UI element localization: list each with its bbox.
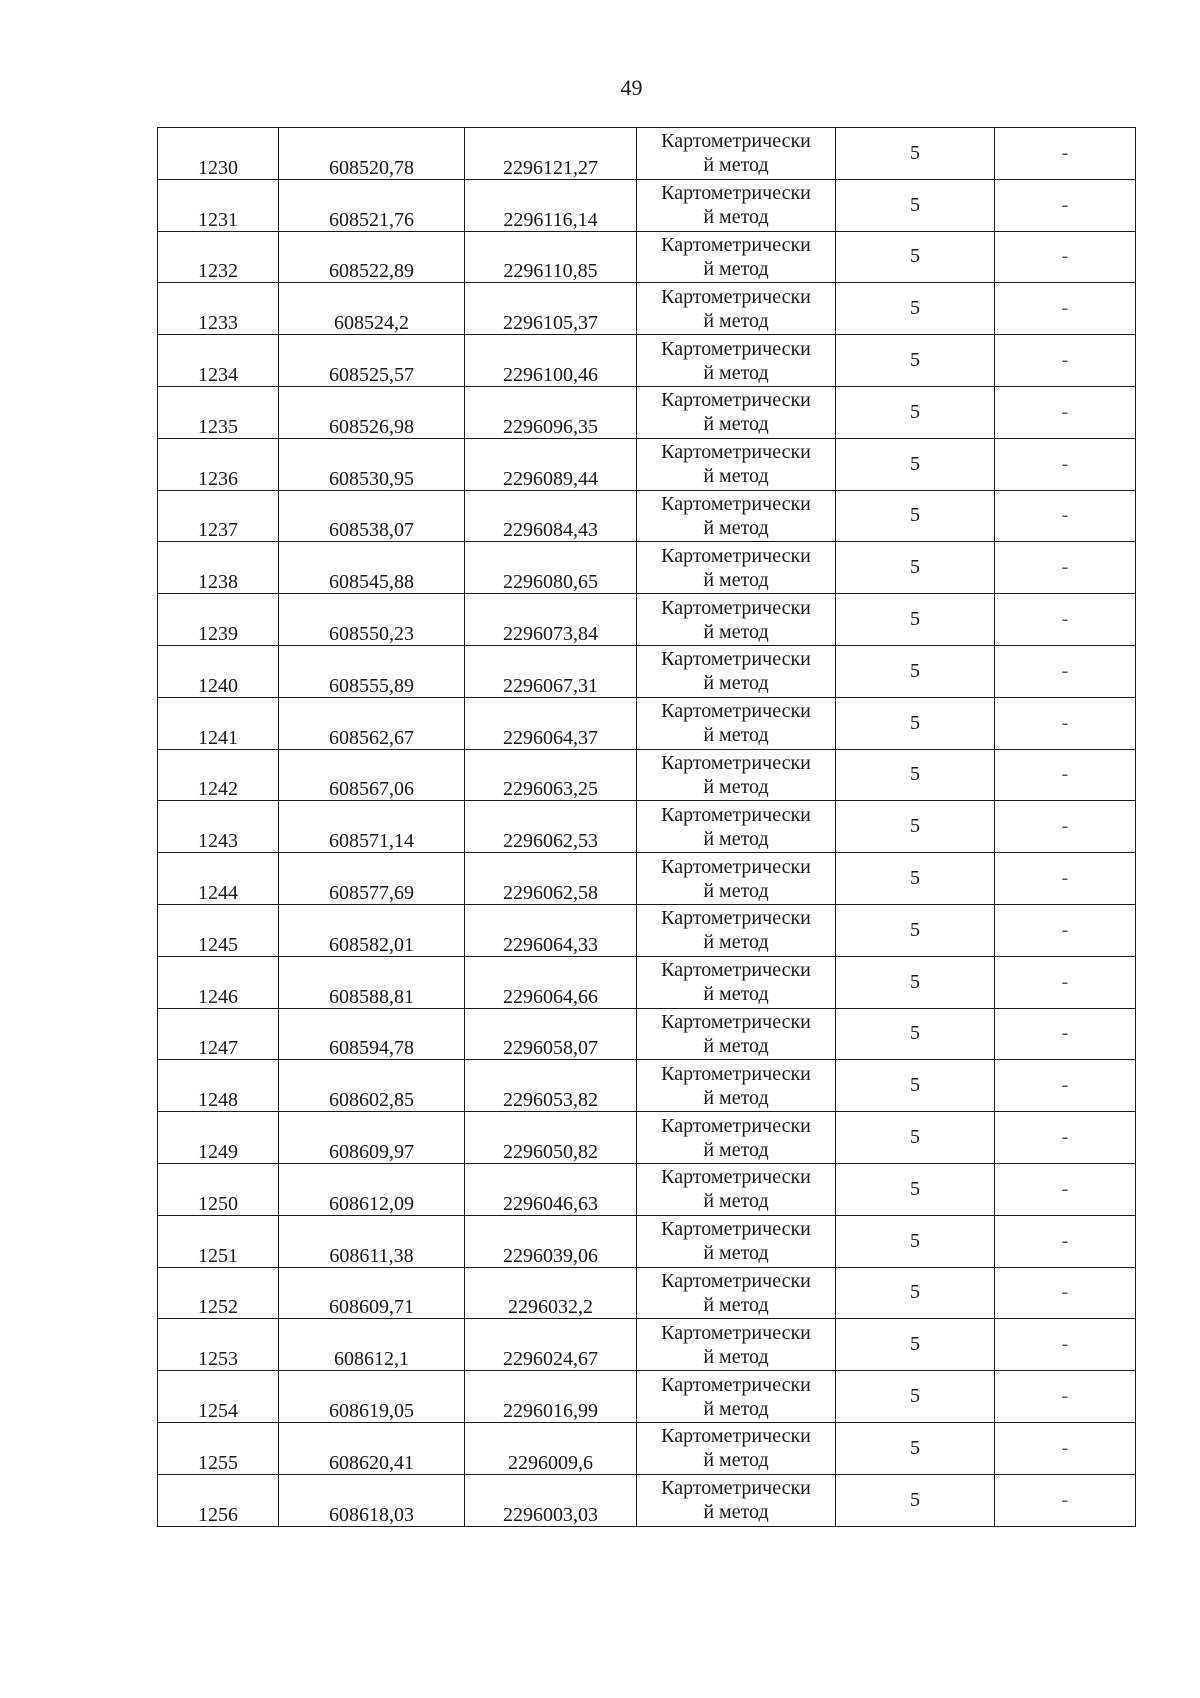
method-line-2: й метод bbox=[703, 257, 769, 280]
method-line-1: Картометрически bbox=[661, 700, 811, 723]
x-coordinate-cell: 608609,97 bbox=[279, 1112, 465, 1164]
method-line-1: Картометрически bbox=[661, 1321, 811, 1344]
note-cell: - bbox=[995, 904, 1136, 956]
table-row bbox=[158, 594, 1136, 646]
method-line-1: Картометрически bbox=[661, 1425, 811, 1448]
table-row bbox=[158, 1112, 1136, 1164]
note-cell: - bbox=[995, 438, 1136, 490]
y-coordinate-cell: 2296046,63 bbox=[465, 1163, 637, 1215]
y-coordinate-cell: 2296009,6 bbox=[465, 1422, 637, 1474]
y-coordinate-cell: 2296024,67 bbox=[465, 1319, 637, 1371]
method-cell bbox=[637, 801, 836, 853]
y-coordinate-cell: 2296110,85 bbox=[465, 231, 637, 283]
method-line-2: й метод bbox=[703, 309, 769, 332]
x-coordinate-cell: 608612,09 bbox=[279, 1163, 465, 1215]
method-line-1: Картометрически bbox=[661, 1218, 811, 1241]
accuracy-cell: 5 bbox=[836, 594, 995, 646]
table-row bbox=[158, 490, 1136, 542]
method-line-2: й метод bbox=[703, 1397, 769, 1420]
point-id-cell: 1250 bbox=[158, 1163, 279, 1215]
method-cell bbox=[637, 749, 836, 801]
note-cell: - bbox=[995, 542, 1136, 594]
method-line-2: й метод bbox=[703, 413, 769, 436]
accuracy-cell: 5 bbox=[836, 1112, 995, 1164]
y-coordinate-cell: 2296105,37 bbox=[465, 283, 637, 335]
point-id-cell: 1249 bbox=[158, 1112, 279, 1164]
note-cell: - bbox=[995, 1060, 1136, 1112]
method-cell bbox=[637, 1422, 836, 1474]
method-cell bbox=[637, 853, 836, 905]
method-line-2: й метод bbox=[703, 879, 769, 902]
method-line-1: Картометрически bbox=[661, 130, 811, 153]
method-cell bbox=[637, 542, 836, 594]
point-id-cell: 1240 bbox=[158, 645, 279, 697]
y-coordinate-cell: 2296064,37 bbox=[465, 697, 637, 749]
x-coordinate-cell: 608521,76 bbox=[279, 179, 465, 231]
y-coordinate-cell: 2296084,43 bbox=[465, 490, 637, 542]
x-coordinate-cell: 608619,05 bbox=[279, 1371, 465, 1423]
method-line-1: Картометрически bbox=[661, 182, 811, 205]
method-line-2: й метод bbox=[703, 1086, 769, 1109]
method-line-1: Картометрически bbox=[661, 1166, 811, 1189]
note-cell: - bbox=[995, 231, 1136, 283]
note-cell: - bbox=[995, 335, 1136, 387]
method-line-2: й метод bbox=[703, 620, 769, 643]
table-row bbox=[158, 1163, 1136, 1215]
accuracy-cell: 5 bbox=[836, 283, 995, 335]
method-line-1: Картометрически bbox=[661, 233, 811, 256]
point-id-cell: 1243 bbox=[158, 801, 279, 853]
method-line-1: Картометрически bbox=[661, 389, 811, 412]
table-row bbox=[158, 335, 1136, 387]
note-cell: - bbox=[995, 645, 1136, 697]
table-row bbox=[158, 1319, 1136, 1371]
method-line-2: й метод bbox=[703, 516, 769, 539]
table-row bbox=[158, 1215, 1136, 1267]
method-line-1: Картометрически bbox=[661, 492, 811, 515]
method-line-2: й метод bbox=[703, 775, 769, 798]
note-cell: - bbox=[995, 749, 1136, 801]
point-id-cell: 1234 bbox=[158, 335, 279, 387]
method-cell bbox=[637, 956, 836, 1008]
accuracy-cell: 5 bbox=[836, 697, 995, 749]
point-id-cell: 1256 bbox=[158, 1474, 279, 1526]
x-coordinate-cell: 608609,71 bbox=[279, 1267, 465, 1319]
y-coordinate-cell: 2296089,44 bbox=[465, 438, 637, 490]
table-row bbox=[158, 386, 1136, 438]
note-cell: - bbox=[995, 1319, 1136, 1371]
accuracy-cell: 5 bbox=[836, 490, 995, 542]
y-coordinate-cell: 2296063,25 bbox=[465, 749, 637, 801]
method-cell bbox=[637, 1112, 836, 1164]
point-id-cell: 1232 bbox=[158, 231, 279, 283]
x-coordinate-cell: 608571,14 bbox=[279, 801, 465, 853]
method-line-1: Картометрически bbox=[661, 1062, 811, 1085]
accuracy-cell: 5 bbox=[836, 1215, 995, 1267]
method-line-2: й метод bbox=[703, 1034, 769, 1057]
method-cell bbox=[637, 335, 836, 387]
method-cell bbox=[637, 645, 836, 697]
method-cell bbox=[637, 697, 836, 749]
method-line-2: й метод bbox=[703, 206, 769, 229]
point-id-cell: 1235 bbox=[158, 386, 279, 438]
note-cell: - bbox=[995, 1215, 1136, 1267]
method-line-1: Картометрически bbox=[661, 751, 811, 774]
x-coordinate-cell: 608618,03 bbox=[279, 1474, 465, 1526]
table-row bbox=[158, 853, 1136, 905]
note-cell: - bbox=[995, 1371, 1136, 1423]
method-cell bbox=[637, 438, 836, 490]
accuracy-cell: 5 bbox=[836, 1319, 995, 1371]
method-cell bbox=[637, 1267, 836, 1319]
x-coordinate-cell: 608530,95 bbox=[279, 438, 465, 490]
method-line-1: Картометрически bbox=[661, 337, 811, 360]
method-line-2: й метод bbox=[703, 361, 769, 384]
point-id-cell: 1233 bbox=[158, 283, 279, 335]
y-coordinate-cell: 2296096,35 bbox=[465, 386, 637, 438]
point-id-cell: 1251 bbox=[158, 1215, 279, 1267]
y-coordinate-cell: 2296067,31 bbox=[465, 645, 637, 697]
accuracy-cell: 5 bbox=[836, 749, 995, 801]
point-id-cell: 1252 bbox=[158, 1267, 279, 1319]
method-cell bbox=[637, 128, 836, 180]
method-cell bbox=[637, 904, 836, 956]
y-coordinate-cell: 2296016,99 bbox=[465, 1371, 637, 1423]
method-line-1: Картометрически bbox=[661, 803, 811, 826]
accuracy-cell: 5 bbox=[836, 128, 995, 180]
method-cell bbox=[637, 1008, 836, 1060]
method-line-2: й метод bbox=[703, 1501, 769, 1524]
method-line-2: й метод bbox=[703, 827, 769, 850]
method-line-1: Картометрически bbox=[661, 596, 811, 619]
y-coordinate-cell: 2296003,03 bbox=[465, 1474, 637, 1526]
x-coordinate-cell: 608520,78 bbox=[279, 128, 465, 180]
method-line-2: й метод bbox=[703, 154, 769, 177]
point-id-cell: 1246 bbox=[158, 956, 279, 1008]
x-coordinate-cell: 608538,07 bbox=[279, 490, 465, 542]
page-number: 49 bbox=[620, 75, 643, 100]
method-line-1: Картометрически bbox=[661, 1114, 811, 1137]
method-cell bbox=[637, 594, 836, 646]
point-id-cell: 1236 bbox=[158, 438, 279, 490]
table-row bbox=[158, 438, 1136, 490]
method-line-1: Картометрически bbox=[661, 441, 811, 464]
x-coordinate-cell: 608555,89 bbox=[279, 645, 465, 697]
note-cell: - bbox=[995, 1112, 1136, 1164]
x-coordinate-cell: 608562,67 bbox=[279, 697, 465, 749]
method-line-2: й метод bbox=[703, 1138, 769, 1161]
note-cell: - bbox=[995, 1008, 1136, 1060]
table-row bbox=[158, 1422, 1136, 1474]
note-cell: - bbox=[995, 490, 1136, 542]
table-row bbox=[158, 1060, 1136, 1112]
y-coordinate-cell: 2296121,27 bbox=[465, 128, 637, 180]
accuracy-cell: 5 bbox=[836, 904, 995, 956]
point-id-cell: 1230 bbox=[158, 128, 279, 180]
note-cell: - bbox=[995, 1267, 1136, 1319]
point-id-cell: 1247 bbox=[158, 1008, 279, 1060]
method-line-1: Картометрически bbox=[661, 1477, 811, 1500]
method-line-1: Картометрически bbox=[661, 648, 811, 671]
table-row bbox=[158, 231, 1136, 283]
note-cell: - bbox=[995, 386, 1136, 438]
note-cell: - bbox=[995, 697, 1136, 749]
point-id-cell: 1254 bbox=[158, 1371, 279, 1423]
accuracy-cell: 5 bbox=[836, 179, 995, 231]
x-coordinate-cell: 608526,98 bbox=[279, 386, 465, 438]
x-coordinate-cell: 608525,57 bbox=[279, 335, 465, 387]
method-cell bbox=[637, 1163, 836, 1215]
method-line-2: й метод bbox=[703, 983, 769, 1006]
method-cell bbox=[637, 386, 836, 438]
method-line-1: Картометрически bbox=[661, 285, 811, 308]
note-cell: - bbox=[995, 1163, 1136, 1215]
table-row bbox=[158, 904, 1136, 956]
x-coordinate-cell: 608577,69 bbox=[279, 853, 465, 905]
accuracy-cell: 5 bbox=[836, 801, 995, 853]
accuracy-cell: 5 bbox=[836, 542, 995, 594]
x-coordinate-cell: 608522,89 bbox=[279, 231, 465, 283]
y-coordinate-cell: 2296062,53 bbox=[465, 801, 637, 853]
x-coordinate-cell: 608545,88 bbox=[279, 542, 465, 594]
table-row bbox=[158, 1267, 1136, 1319]
method-line-1: Картометрически bbox=[661, 544, 811, 567]
method-line-1: Картометрически bbox=[661, 855, 811, 878]
x-coordinate-cell: 608588,81 bbox=[279, 956, 465, 1008]
y-coordinate-cell: 2296100,46 bbox=[465, 335, 637, 387]
point-id-cell: 1253 bbox=[158, 1319, 279, 1371]
method-line-2: й метод bbox=[703, 1190, 769, 1213]
method-line-2: й метод bbox=[703, 568, 769, 591]
y-coordinate-cell: 2296053,82 bbox=[465, 1060, 637, 1112]
x-coordinate-cell: 608567,06 bbox=[279, 749, 465, 801]
method-cell bbox=[637, 231, 836, 283]
note-cell: - bbox=[995, 956, 1136, 1008]
table-row bbox=[158, 542, 1136, 594]
y-coordinate-cell: 2296032,2 bbox=[465, 1267, 637, 1319]
accuracy-cell: 5 bbox=[836, 645, 995, 697]
coordinates-table-body bbox=[158, 128, 1136, 1527]
method-cell bbox=[637, 179, 836, 231]
method-line-1: Картометрически bbox=[661, 907, 811, 930]
note-cell: - bbox=[995, 128, 1136, 180]
accuracy-cell: 5 bbox=[836, 231, 995, 283]
method-line-2: й метод bbox=[703, 931, 769, 954]
x-coordinate-cell: 608620,41 bbox=[279, 1422, 465, 1474]
accuracy-cell: 5 bbox=[836, 386, 995, 438]
table-row bbox=[158, 128, 1136, 180]
method-line-1: Картометрически bbox=[661, 1269, 811, 1292]
y-coordinate-cell: 2296050,82 bbox=[465, 1112, 637, 1164]
table-row bbox=[158, 645, 1136, 697]
y-coordinate-cell: 2296064,33 bbox=[465, 904, 637, 956]
method-cell bbox=[637, 1371, 836, 1423]
note-cell: - bbox=[995, 283, 1136, 335]
table-row bbox=[158, 749, 1136, 801]
table-row bbox=[158, 801, 1136, 853]
note-cell: - bbox=[995, 853, 1136, 905]
method-line-2: й метод bbox=[703, 672, 769, 695]
method-cell bbox=[637, 1060, 836, 1112]
method-line-1: Картометрически bbox=[661, 1373, 811, 1396]
table-row bbox=[158, 179, 1136, 231]
x-coordinate-cell: 608602,85 bbox=[279, 1060, 465, 1112]
table-row bbox=[158, 1371, 1136, 1423]
accuracy-cell: 5 bbox=[836, 335, 995, 387]
point-id-cell: 1241 bbox=[158, 697, 279, 749]
method-cell bbox=[637, 1215, 836, 1267]
method-cell bbox=[637, 1474, 836, 1526]
point-id-cell: 1244 bbox=[158, 853, 279, 905]
x-coordinate-cell: 608582,01 bbox=[279, 904, 465, 956]
table-row bbox=[158, 697, 1136, 749]
y-coordinate-cell: 2296064,66 bbox=[465, 956, 637, 1008]
note-cell: - bbox=[995, 594, 1136, 646]
y-coordinate-cell: 2296058,07 bbox=[465, 1008, 637, 1060]
table-row bbox=[158, 1008, 1136, 1060]
accuracy-cell: 5 bbox=[836, 1163, 995, 1215]
point-id-cell: 1255 bbox=[158, 1422, 279, 1474]
table-row bbox=[158, 283, 1136, 335]
note-cell: - bbox=[995, 179, 1136, 231]
x-coordinate-cell: 608524,2 bbox=[279, 283, 465, 335]
accuracy-cell: 5 bbox=[836, 1422, 995, 1474]
note-cell: - bbox=[995, 801, 1136, 853]
point-id-cell: 1237 bbox=[158, 490, 279, 542]
note-cell: - bbox=[995, 1422, 1136, 1474]
method-line-2: й метод bbox=[703, 1242, 769, 1265]
point-id-cell: 1248 bbox=[158, 1060, 279, 1112]
accuracy-cell: 5 bbox=[836, 956, 995, 1008]
y-coordinate-cell: 2296039,06 bbox=[465, 1215, 637, 1267]
method-cell bbox=[637, 490, 836, 542]
accuracy-cell: 5 bbox=[836, 1008, 995, 1060]
coordinates-table bbox=[157, 127, 1136, 1527]
method-line-2: й метод bbox=[703, 724, 769, 747]
method-line-2: й метод bbox=[703, 1345, 769, 1368]
accuracy-cell: 5 bbox=[836, 853, 995, 905]
point-id-cell: 1245 bbox=[158, 904, 279, 956]
accuracy-cell: 5 bbox=[836, 1371, 995, 1423]
method-line-2: й метод bbox=[703, 465, 769, 488]
table-row bbox=[158, 1474, 1136, 1526]
method-line-1: Картометрически bbox=[661, 959, 811, 982]
accuracy-cell: 5 bbox=[836, 1060, 995, 1112]
x-coordinate-cell: 608612,1 bbox=[279, 1319, 465, 1371]
note-cell: - bbox=[995, 1474, 1136, 1526]
y-coordinate-cell: 2296080,65 bbox=[465, 542, 637, 594]
method-cell bbox=[637, 283, 836, 335]
method-cell bbox=[637, 1319, 836, 1371]
y-coordinate-cell: 2296073,84 bbox=[465, 594, 637, 646]
table-row bbox=[158, 956, 1136, 1008]
x-coordinate-cell: 608550,23 bbox=[279, 594, 465, 646]
x-coordinate-cell: 608594,78 bbox=[279, 1008, 465, 1060]
point-id-cell: 1239 bbox=[158, 594, 279, 646]
accuracy-cell: 5 bbox=[836, 1474, 995, 1526]
y-coordinate-cell: 2296116,14 bbox=[465, 179, 637, 231]
y-coordinate-cell: 2296062,58 bbox=[465, 853, 637, 905]
method-line-1: Картометрически bbox=[661, 1010, 811, 1033]
accuracy-cell: 5 bbox=[836, 438, 995, 490]
method-line-2: й метод bbox=[703, 1449, 769, 1472]
point-id-cell: 1238 bbox=[158, 542, 279, 594]
x-coordinate-cell: 608611,38 bbox=[279, 1215, 465, 1267]
point-id-cell: 1242 bbox=[158, 749, 279, 801]
accuracy-cell: 5 bbox=[836, 1267, 995, 1319]
point-id-cell: 1231 bbox=[158, 179, 279, 231]
method-line-2: й метод bbox=[703, 1293, 769, 1316]
